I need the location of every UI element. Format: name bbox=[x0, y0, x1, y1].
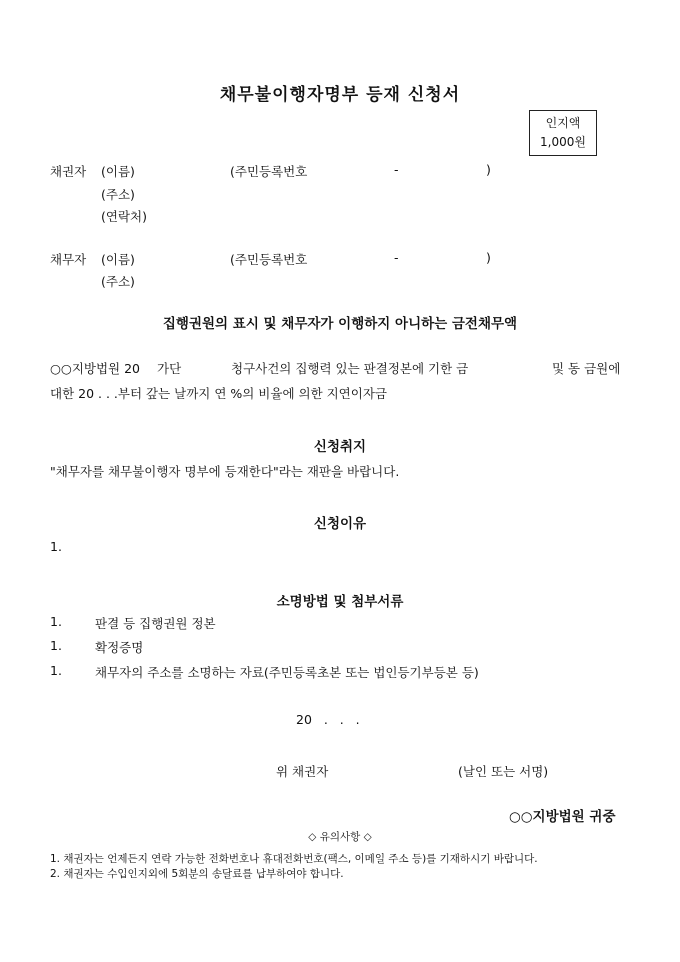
evidence-item-num: 1. bbox=[50, 614, 62, 629]
claim-court-case: ○○지방법원 20 bbox=[50, 361, 140, 376]
creditor-rrn-dash: - bbox=[394, 162, 399, 177]
note-item: 1. 채권자는 언제든지 연락 가능한 전화번호나 휴대전화번호(팩스, 이메일 주소 등)를 기재하시기 바랍니다. bbox=[50, 853, 538, 865]
claim-judgment-text: 청구사건의 집행력 있는 판결정본에 기한 금 bbox=[231, 361, 469, 376]
creditor-rrn-label: (주민등록번호 bbox=[230, 164, 308, 179]
seal-or-signature: (날인 또는 서명) bbox=[458, 764, 549, 779]
reason-heading: 신청이유 bbox=[313, 516, 367, 532]
evidence-item-num: 1. bbox=[50, 638, 62, 653]
evidence-heading: 소명방법 및 첨부서류 bbox=[276, 594, 404, 610]
evidence-item-num: 1. bbox=[50, 663, 62, 678]
document-title: 채무불이행자명부 등재 신청서 bbox=[219, 85, 461, 105]
stamp-amount: 1,000원 bbox=[540, 135, 586, 149]
court-addressee: ○○지방법원 귀중 bbox=[509, 809, 616, 825]
evidence-item-text: 확정증명 bbox=[95, 640, 144, 655]
creditor-label: 채권자 bbox=[50, 164, 87, 179]
filing-date: 20 . . . bbox=[296, 712, 360, 727]
signature-label: 위 채권자 bbox=[276, 764, 329, 779]
notes-heading: ◇ 유의사항 ◇ bbox=[308, 831, 372, 843]
section-title-enforcement: 집행권원의 표시 및 채무자가 이행하지 아니하는 금전채무액 bbox=[162, 316, 518, 332]
claim-amount-text: 및 동 금원에 bbox=[552, 361, 621, 376]
creditor-rrn-close: ) bbox=[486, 162, 491, 177]
purpose-heading: 신청취지 bbox=[313, 439, 367, 455]
reason-item-1: 1. bbox=[50, 539, 62, 554]
purpose-text: "채무자를 채무불이행자 명부에 등재한다"라는 재판을 바랍니다. bbox=[50, 464, 400, 479]
debtor-address-label: (주소) bbox=[101, 274, 135, 289]
debtor-label: 채무자 bbox=[50, 252, 87, 267]
evidence-item-text: 판결 등 집행권원 정본 bbox=[95, 616, 216, 631]
claim-case-type: 가단 bbox=[157, 361, 182, 376]
creditor-name-label: (이름) bbox=[101, 164, 135, 179]
debtor-rrn-label: (주민등록번호 bbox=[230, 252, 308, 267]
creditor-address-label: (주소) bbox=[101, 187, 135, 202]
debtor-name-label: (이름) bbox=[101, 252, 135, 267]
debtor-rrn-close: ) bbox=[486, 250, 491, 265]
revenue-stamp-box bbox=[529, 110, 597, 156]
claim-interest-line: 대한 20 . . .부터 갚는 날까지 연 %의 비율에 의한 지연이자금 bbox=[50, 386, 387, 401]
debtor-rrn-dash: - bbox=[394, 250, 399, 265]
note-item: 2. 채권자는 수입인지외에 5회분의 송달료를 납부하여야 합니다. bbox=[50, 868, 344, 880]
stamp-label: 인지액 bbox=[545, 116, 581, 130]
creditor-contact-label: (연락처) bbox=[101, 209, 147, 224]
evidence-item-text: 채무자의 주소를 소명하는 자료(주민등록초본 또는 법인등기부등본 등) bbox=[95, 665, 479, 680]
